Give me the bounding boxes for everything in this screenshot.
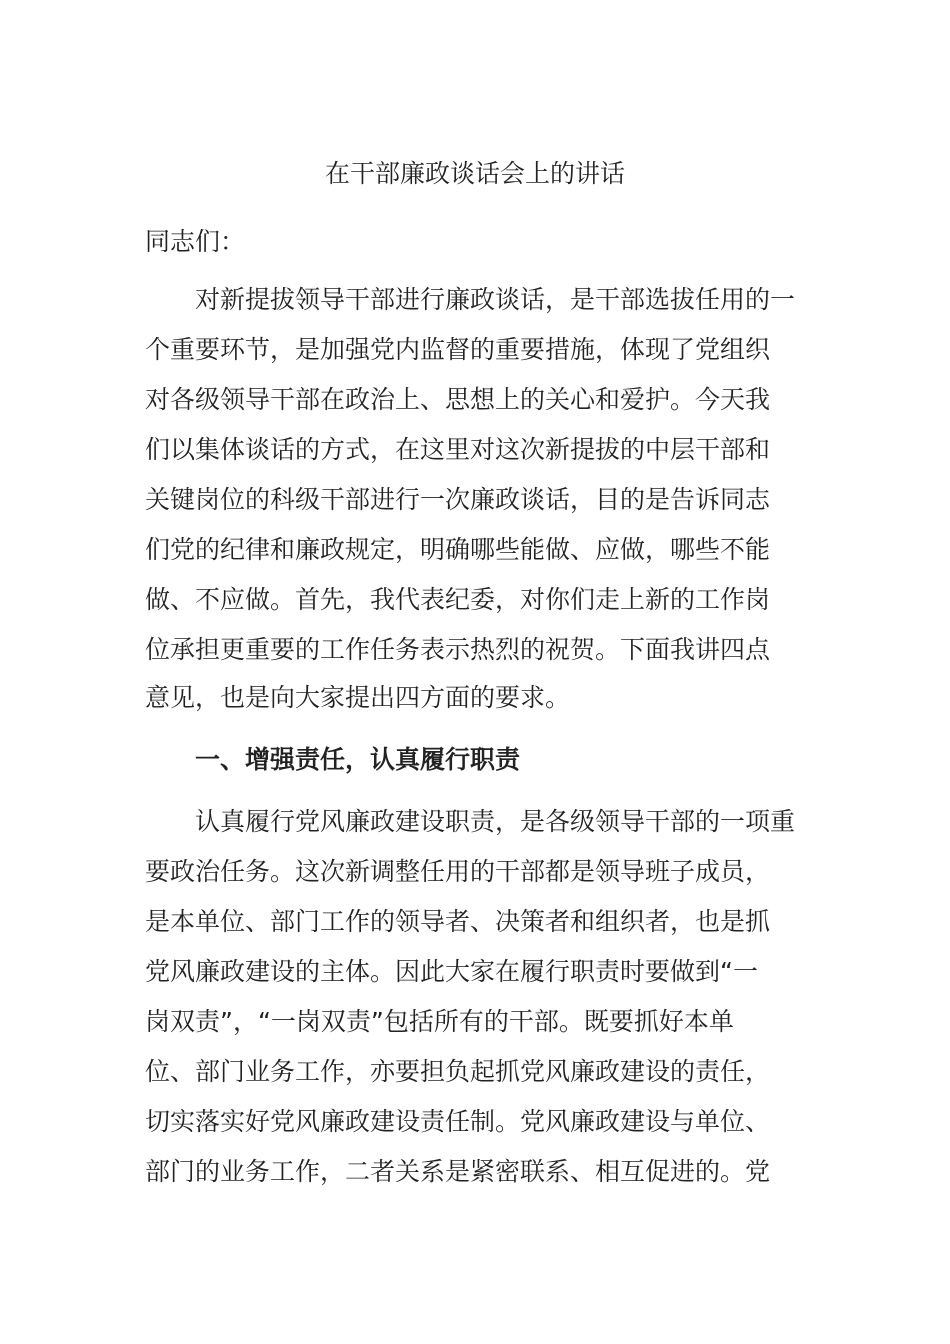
paragraph-line: 对各级领导干部在政治上、思想上的关心和爱护。今天我 bbox=[145, 385, 771, 414]
section-heading: 一、增强责任，认真履行职责 bbox=[145, 745, 521, 774]
paragraph-line: 意见，也是向大家提出四方面的要求。 bbox=[145, 683, 571, 712]
paragraph-line: 对新提拔领导干部进行廉政谈话，是干部选拔任用的一 bbox=[145, 285, 796, 314]
paragraph-line: 位、部门业务工作，亦要担负起抓党风廉政建设的责任， bbox=[145, 1057, 771, 1086]
paragraph-line: 位承担更重要的工作任务表示热烈的祝贺。下面我讲四点 bbox=[145, 635, 771, 664]
paragraph-line: 个重要环节，是加强党内监督的重要措施，体现了党组织 bbox=[145, 335, 771, 364]
paragraph-line: 关键岗位的科级干部进行一次廉政谈话，目的是告诉同志 bbox=[145, 485, 771, 514]
paragraph-line: 要政治任务。这次新调整任用的干部都是领导班子成员， bbox=[145, 857, 771, 886]
paragraph-line: 们以集体谈话的方式，在这里对这次新提拔的中层干部和 bbox=[145, 435, 771, 464]
paragraph-line: 是本单位、部门工作的领导者、决策者和组织者，也是抓 bbox=[145, 907, 771, 936]
paragraph-line: 切实落实好党风廉政建设责任制。党风廉政建设与单位、 bbox=[145, 1107, 771, 1136]
paragraph-line: 党风廉政建设的主体。因此大家在履行职责时要做到“一 bbox=[145, 957, 758, 986]
document-title: 在干部廉政谈话会上的讲话 bbox=[324, 159, 625, 188]
paragraph-line: 做、不应做。首先，我代表纪委，对你们走上新的工作岗 bbox=[145, 585, 771, 614]
paragraph-line: 们党的纪律和廉政规定，明确哪些能做、应做，哪些不能 bbox=[145, 535, 771, 564]
paragraph-line: 认真履行党风廉政建设职责，是各级领导干部的一项重 bbox=[145, 807, 796, 836]
salutation: 同志们： bbox=[145, 227, 246, 256]
paragraph-line: 部门的业务工作，二者关系是紧密联系、相互促进的。党 bbox=[145, 1157, 771, 1186]
paragraph-line: 岗双责”，“一岗双责”包括所有的干部。既要抓好本单 bbox=[145, 1007, 734, 1036]
